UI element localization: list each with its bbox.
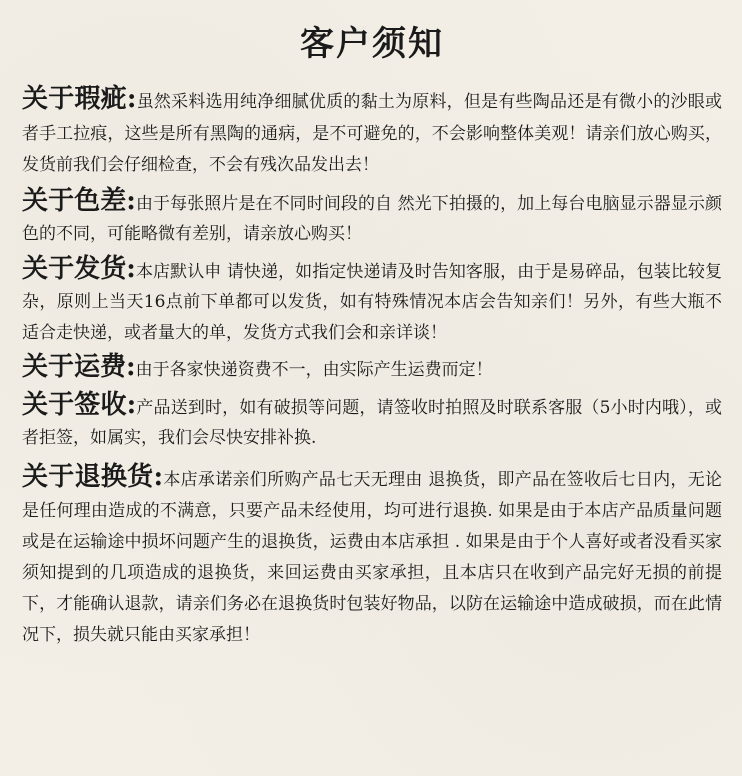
section-paragraph [22,186,722,250]
section-shipping-fee [22,352,722,386]
section-paragraph [22,254,722,349]
section-heading: 关于签收: [22,389,137,420]
section-paragraph [22,352,722,386]
section-color-difference [22,186,722,250]
section-flaws [22,84,722,182]
page-title: 客户须知 [300,24,444,64]
section-body: 由于每张照片是在不同时间段的自 然光下拍摄的，加上每台电脑显示器显示颜色的不同，可能略微有差别，请亲放心购买！ [22,193,722,244]
section-receipt [22,390,722,454]
section-heading: 关于发货: [22,253,136,284]
section-body: 产品送到时，如有破损等问题，请签收时拍照及时联系客服（5小时内哦），或者拒签，如属实，我们会尽快安排补换. [22,397,722,448]
section-body: 本店承诺亲们所购产品七天无理由 退换货，即产品在签收后七日内，无论是任何理由造成的不满意，只要产品未经使用，均可进行退换. 如果是由于本店产品质量问题或是在运输途中损坏问题产生的退换货，运费由本店承担 . 如果是由于个人喜好或者没看买家须知提到的几项造成的退换货，来回运费由买家承担，且本店只在收到产品完好无损的前提下，才能确认退款，请亲们务必在退换货时包装好物品，以防在运输途中造成破损，而在此情况下，损失就只能由买家承担！ [22,469,722,645]
section-heading: 关于运费: [22,352,136,382]
section-body: 由于各家快递资费不一，由实际产生运费而定！ [135,360,493,380]
section-body: 虽然采料选用纯净细腻优质的黏土为原料，但是有些陶品还是有微小的沙眼或者手工拉痕，这些是所有黑陶的通病，是不可避免的，不会影响整体美观！请亲们放心购买，发货前我们会仔细检查，不会有残次品发出去！ [22,92,722,175]
section-body: 本店默认申 请快递，如指定快递请及时告知客服，由于是易碎品，包装比较复杂，原则上当天16点前下单都可以发货，如有特殊情况本店会告知亲们！另外，有些大瓶不适合走快递，或者量大的单，发货方式我们会和亲详谈！ [22,261,722,343]
section-paragraph [22,84,722,182]
section-paragraph [22,462,722,651]
section-heading: 关于退换货: [22,461,164,492]
section-heading: 关于瑕疵: [22,84,137,114]
section-heading: 关于色差: [22,185,136,216]
section-returns [22,462,722,651]
section-shipping [22,254,722,349]
section-paragraph [22,390,722,454]
